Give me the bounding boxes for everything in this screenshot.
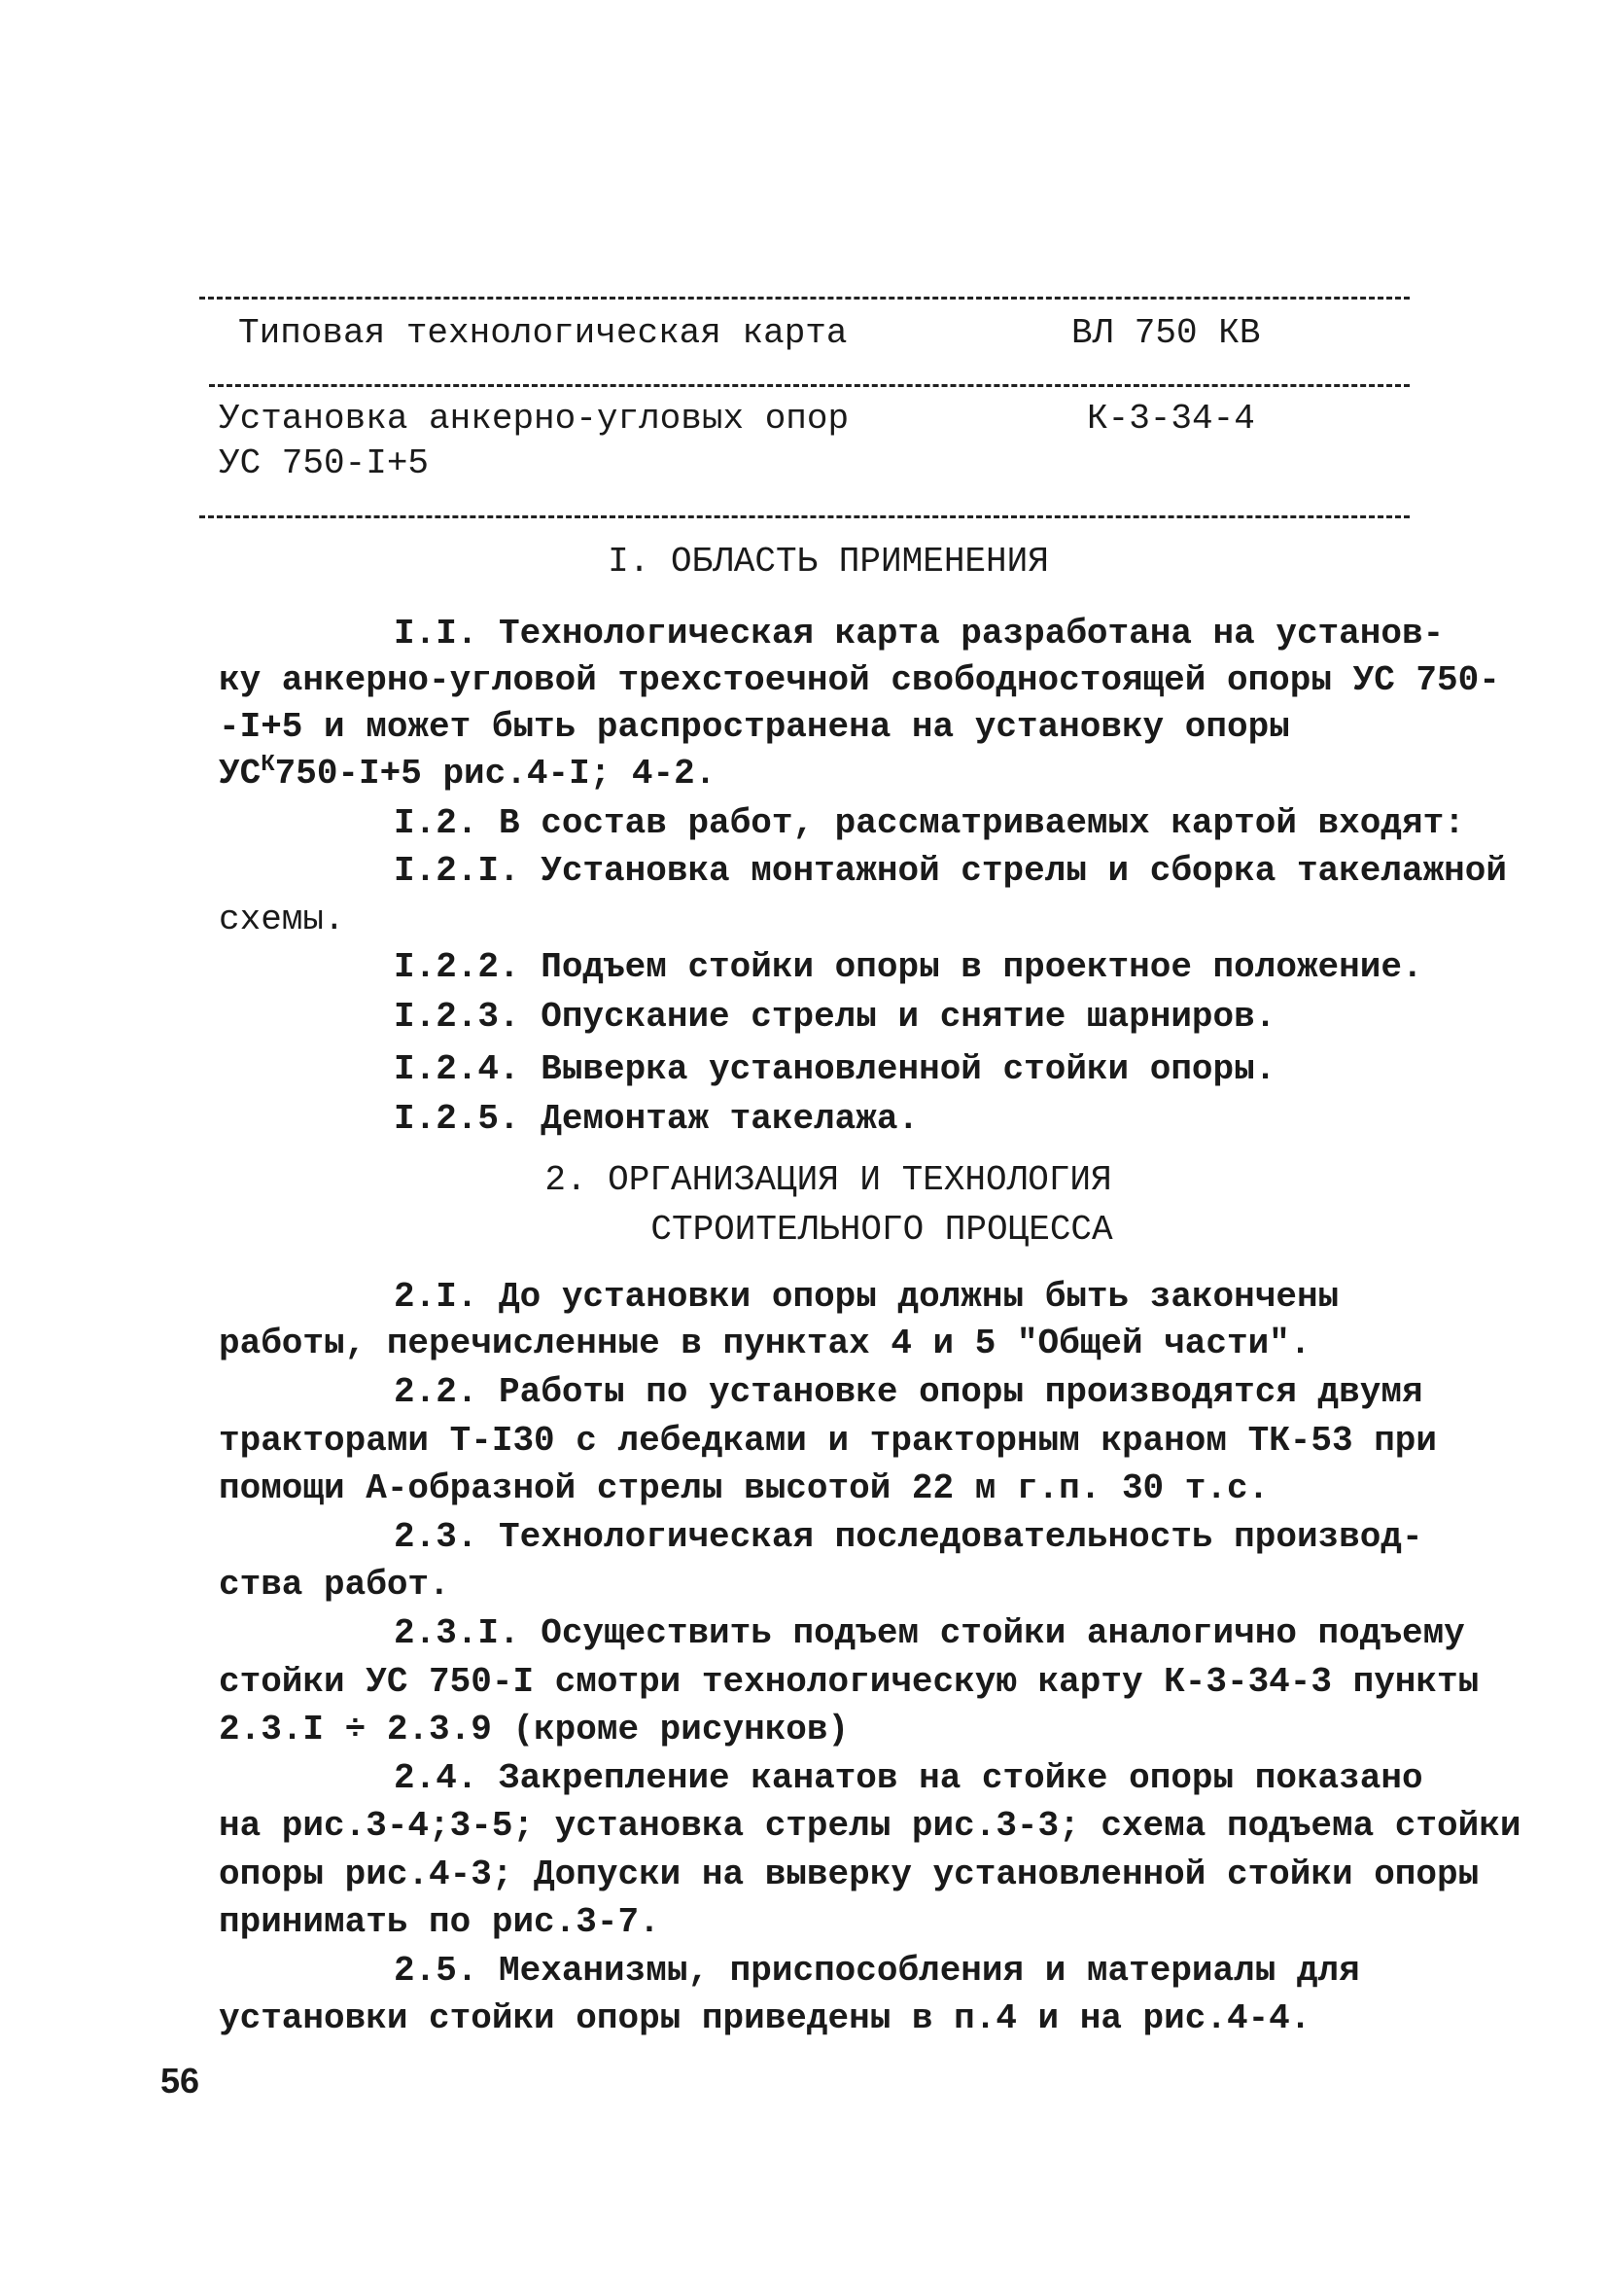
para-1-2: I.2. В состав работ, рассматриваемых картой входят: bbox=[394, 803, 1465, 843]
para-1-1-line2: ку анкерно-угловой трехстоечной свободностоящей опоры УС 750- bbox=[219, 660, 1500, 700]
para-2-2-line3: помощи А-образной стрелы высотой 22 м г.п. 30 т.с. bbox=[219, 1468, 1270, 1508]
header-code: ВЛ 750 КВ bbox=[1071, 313, 1261, 353]
header-subject-line2: УС 750-I+5 bbox=[219, 443, 430, 483]
para-2-5-line1: 2.5. Механизмы, приспособления и материалы для bbox=[394, 1951, 1360, 1991]
para-1-2-4: I.2.4. Выверка установленной стойки опоры. bbox=[394, 1049, 1276, 1089]
para-2-3-1-line3: 2.3.I ÷ 2.3.9 (кроме рисунков) bbox=[219, 1710, 850, 1749]
para-2-4-line2: на рис.3-4;3-5; установка стрелы рис.3-3; схема подъема стойки bbox=[219, 1806, 1521, 1846]
para-1-1-line3: -I+5 и может быть распространена на установку опоры bbox=[219, 707, 1290, 747]
para-1-2-1-line2: схемы. bbox=[219, 900, 345, 939]
header-divider-middle bbox=[209, 384, 1410, 387]
page-number: 56 bbox=[160, 2061, 200, 2101]
para-2-3-line2: ства работ. bbox=[219, 1565, 450, 1605]
header-title: Типовая технологическая карта bbox=[238, 313, 848, 353]
para-2-3-1-line2: стойки УС 750-I смотри технологическую карту К-3-34-3 пункты bbox=[219, 1662, 1480, 1702]
para-2-3-line1: 2.3. Технологическая последовательность производ- bbox=[394, 1517, 1423, 1557]
para-1-1-line4: $УС^К750-I+5$ рис.4-I; 4-2. bbox=[219, 752, 717, 794]
para-2-1-line1: 2.I. До установки опоры должны быть закончены bbox=[394, 1277, 1340, 1317]
para-1-2-2: I.2.2. Подъем стойки опоры в проектное положение. bbox=[394, 947, 1423, 987]
para-1-2-1-line1: I.2.I. Установка монтажной стрелы и сборка такелажной bbox=[394, 851, 1507, 891]
para-2-4-line4: принимать по рис.3-7. bbox=[219, 1902, 660, 1942]
para-1-1-line1: I.I. Технологическая карта разработана на установ- bbox=[394, 614, 1445, 653]
para-2-1-line2: работы, перечисленные в пунктах 4 и 5 "Общей части". bbox=[219, 1324, 1311, 1363]
section2-heading-line2: СТРОИТЕЛЬНОГО ПРОЦЕССА bbox=[650, 1210, 1113, 1250]
header-card-number: К-3-34-4 bbox=[1087, 399, 1255, 439]
header-subject-line1: Установка анкерно-угловых опор bbox=[219, 399, 850, 439]
para-2-4-line1: 2.4. Закрепление канатов на стойке опоры показано bbox=[394, 1758, 1423, 1798]
para-2-2-line2: тракторами Т-I30 с лебедками и тракторным краном ТК-53 при bbox=[219, 1421, 1438, 1461]
section1-heading: I. ОБЛАСТЬ ПРИМЕНЕНИЯ bbox=[608, 542, 1049, 582]
para-1-2-5: I.2.5. Демонтаж такелажа. bbox=[394, 1099, 920, 1139]
para-2-2-line1: 2.2. Работы по установке опоры производятся двумя bbox=[394, 1372, 1423, 1412]
para-2-4-line3: опоры рис.4-3; Допуски на выверку установленной стойки опоры bbox=[219, 1854, 1480, 1894]
para-2-3-1-line1: 2.3.I. Осуществить подъем стойки аналогично подъему bbox=[394, 1613, 1465, 1653]
header-divider-bottom bbox=[199, 515, 1410, 518]
section2-heading-line1: 2. ОРГАНИЗАЦИЯ И ТЕХНОЛОГИЯ bbox=[544, 1160, 1112, 1200]
para-2-5-line2: установки стойки опоры приведены в п.4 и на рис.4-4. bbox=[219, 1998, 1311, 2038]
header-divider-top bbox=[199, 297, 1410, 300]
para-1-2-3: I.2.3. Опускание стрелы и снятие шарниров. bbox=[394, 997, 1276, 1037]
